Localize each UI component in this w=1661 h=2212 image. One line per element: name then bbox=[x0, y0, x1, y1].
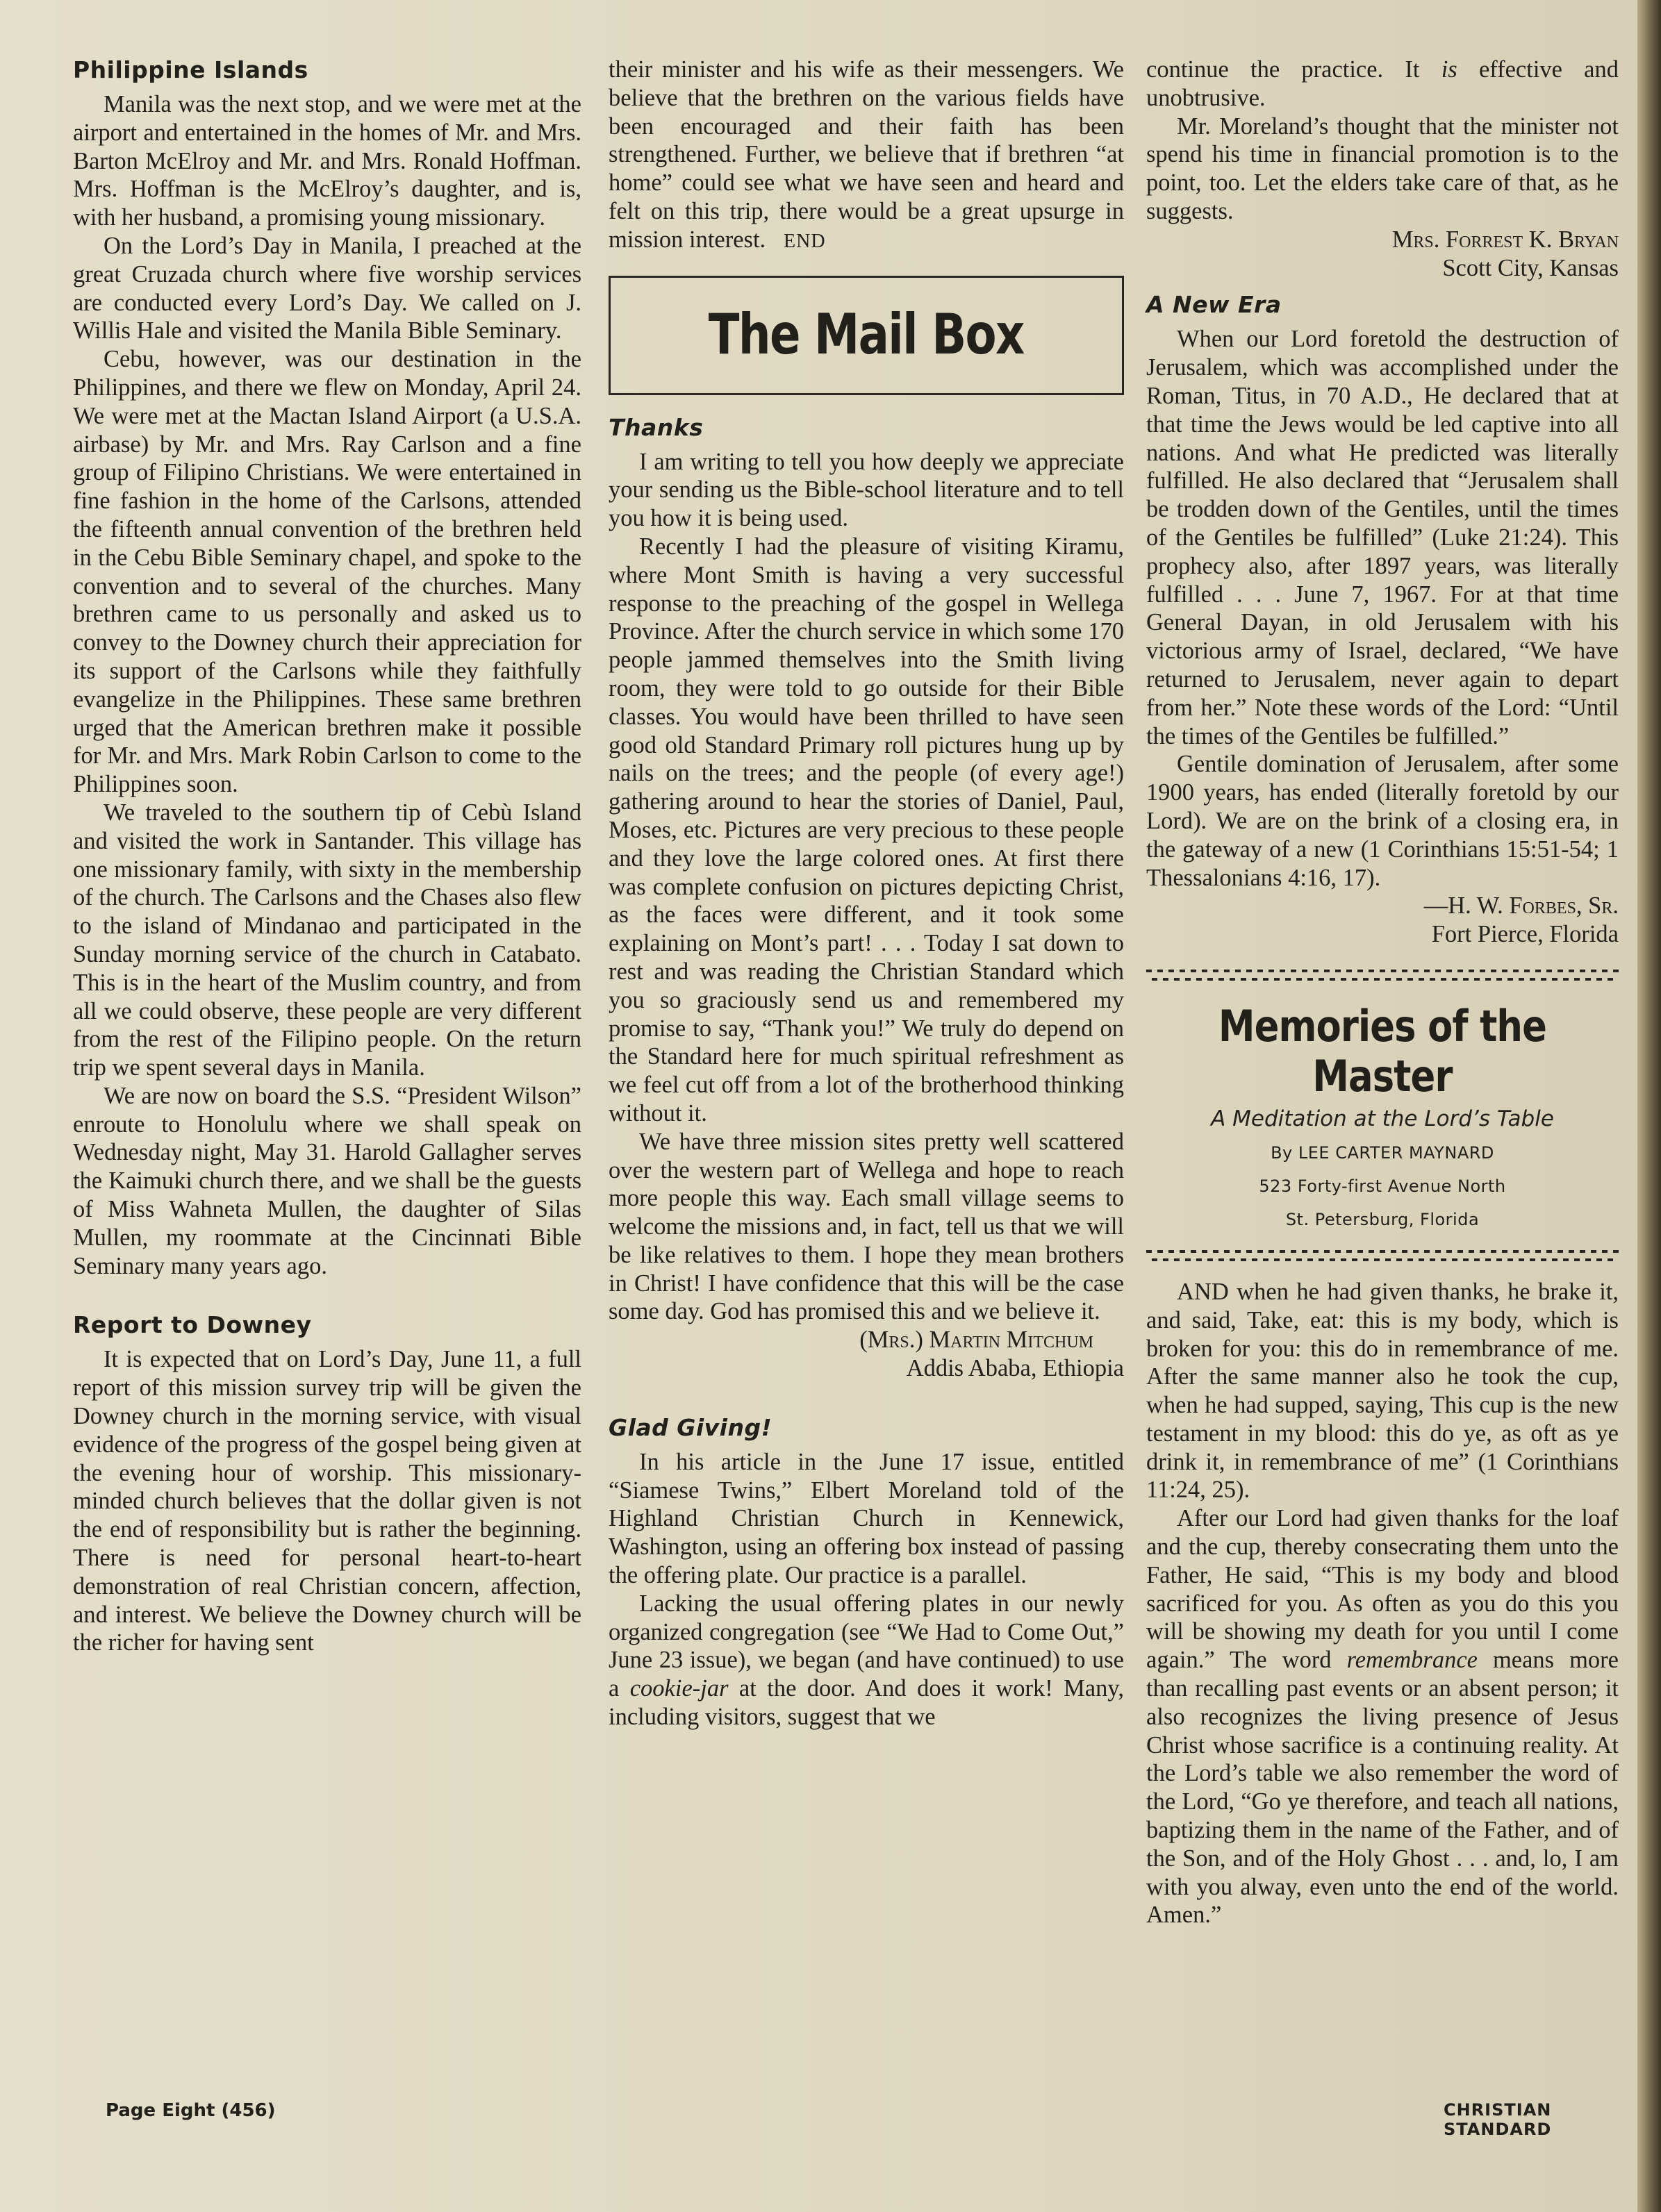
letter-location: Scott City, Kansas bbox=[1442, 254, 1619, 281]
letter-signature bbox=[609, 1326, 1124, 1354]
mail-box-title: The Mail Box bbox=[709, 302, 1024, 367]
paragraph bbox=[609, 1590, 1124, 1731]
text: effective and unobtrusive. bbox=[1146, 56, 1619, 111]
letter-signature bbox=[1146, 892, 1619, 920]
page-number: Page Eight (456) bbox=[106, 2100, 276, 2121]
text: means more than recalling past events or an absent person; it also recognizes the living presence of Jesus Christ whose sacrifice is a continuing reality. At the Lord’s table we also remember the word of the Lord, “Go ye therefore, and teach all nations, baptizing them in the name of the Father, and of the Son, and of the Holy Ghost . . . and, lo, I am with you alway, even unto the end of the world. Amen.” bbox=[1146, 1647, 1619, 1929]
paragraph-continued bbox=[1146, 56, 1619, 113]
text-italic: remembrance bbox=[1346, 1647, 1478, 1674]
signature-name: Mrs. Forrest K. Bryan bbox=[1391, 226, 1619, 253]
paragraph: We have three mission sites pretty well scattered over the western part of Wellega and hope to reach more people this way. Each small village seems to welcome the missions and, in fact, tell us that we will be like relatives to them. I hope they mean brothers in Christ! I have confidence that this will be the case some day. God has promised this and we believe it. bbox=[609, 1128, 1124, 1325]
magazine-name: CHRISTIAN STANDARD bbox=[1444, 2100, 1552, 2139]
heading-thanks: Thanks bbox=[609, 413, 704, 441]
paragraph: We are now on board the S.S. “President Wilson” enroute to Honolulu where we shall speak on Wednesday night, May 31. Harold Gallagher serves the Kaimuki church there, and we shall be the guests of Miss Wahneta Mullen, the daughter of Silas Mullen, my roommate at the Cincinnati Bible Seminary many years ago. bbox=[73, 1082, 581, 1279]
article-subtitle: A Meditation at the Lord’s Table bbox=[1211, 1106, 1554, 1131]
heading-philippine-islands: Philippine Islands bbox=[73, 56, 308, 83]
dotted-divider bbox=[1146, 970, 1619, 981]
mail-box-banner bbox=[609, 276, 1124, 395]
paragraph-text: their minister and his wife as their messengers. We believe that the brethren on the various fields have been encouraged and their faith has been strengthened. Further, we believe that if brethren “at home” could see what we have seen and heard and felt on this trip, there would be a great upsurge in mission interest. bbox=[609, 56, 1124, 253]
paragraph: Recently I had the pleasure of visiting Kiramu, where Mont Smith is having a very successful response to the preaching of the gospel in Wellega Province. After the church service in which some 170 people jammed themselves into the Smith living room, they were told to go outside for their Bible classes. You would have been thrilled to have seen good old Standard Primary roll pictures hung up by nails on the trees; and the people (of every age!) gathering around to hear the stories of Daniel, Paul, Moses, etc. Pictures are very precious to these people and they love the large colored ones. At first there was complete confusion on pictures depicting Christ, as the faces were different, and it took some explaining on Mont’s part! . . . Today I sat down to rest and was reading the Christian Standard which you so graciously send us and remembered my promise to say, “Thank you!” We truly do depend on the Standard here for much spiritual refreshment as we feel cut off from a lot of the brotherhood thinking without it. bbox=[609, 533, 1124, 1126]
paragraph: Cebu, however, was our destination in the Philippines, and there we flew on Monday, April 24. We were met at the Mactan Island Airport (a U.S.A. airbase) by Mr. and Mrs. Ray Carlson and a fine group of Filipino Christians. We were entertained in fine fashion in the home of the Carlsons, attended the fifteenth annual convention of the brethren held in the Cebu Bible Seminary chapel, and spoke to the convention and to several of the churches. Many brethren came to us personally and asked us to convey to the Downey church their appreciation for its support of the Carlsons while they faithfully evangelize in the Philippines. These same brethren urged that the American brethren make it possible for Mr. and Mrs. Mark Robin Carlson to come to the Philippines soon. bbox=[73, 346, 581, 798]
page-edge-shadow bbox=[1637, 0, 1661, 2212]
author-address: 523 Forty-first Avenue North bbox=[1259, 1176, 1506, 1196]
signature-name: (Mrs.) Martin Mitchum bbox=[859, 1327, 1093, 1354]
paragraph: When our Lord foretold the destruction of Jerusalem, which was accomplished under the Roman, Titus, in 70 A.D., He declared that at that time the Jews would be led captive into all nations. And what He predicted was literally fulfilled. He also declared that “Jerusalem shall be trodden down of the Gentiles, until the times of the Gentiles be fulfilled” (Luke 21:24). This prophecy also, after 1897 years, was literally fulfilled . . . June 7, 1967. For at that time General Dayan, in old Jerusalem with his victorious army of Israel, declared, “We have returned to Jerusalem, never again to depart from her.” Note these words of the Lord: “Until the times of the Gentiles be fulfilled.” bbox=[1146, 326, 1619, 749]
heading-a-new-era: A New Era bbox=[1146, 291, 1282, 319]
end-mark: END bbox=[784, 230, 826, 252]
paragraph: Mr. Moreland’s thought that the minister not spend his time in financial promotion is to the point, too. Let the elders take care of that, as he suggests. bbox=[1146, 113, 1619, 224]
heading-glad-giving: Glad Giving! bbox=[609, 1413, 772, 1441]
text-italic: cookie-jar bbox=[629, 1675, 729, 1702]
paragraph bbox=[1146, 1504, 1619, 1929]
article-byline: By LEE CARTER MAYNARD bbox=[1271, 1142, 1494, 1163]
paragraph-continued bbox=[609, 56, 1124, 256]
text: at the door. And does it work! Many, including visitors, suggest that we bbox=[609, 1675, 1124, 1731]
paragraph: I am writing to tell you how deeply we appreciate your sending us the Bible-school literature and to tell you how it is being used. bbox=[609, 448, 1124, 532]
paragraph: Gentile domination of Jerusalem, after some 1900 years, has ended (literally foretold by our Lord). We are on the brink of a closing era, in the gateway of a new (1 Corinthians 15:51-54; 1 Thessalonians 4:16, 17). bbox=[1146, 751, 1619, 891]
column-right bbox=[1146, 56, 1619, 1929]
paragraph: Manila was the next stop, and we were met at the airport and entertained in the homes of Mr. and Mrs. Barton McElroy and Mr. and Mrs. Ronald Hoffman. Mrs. Hoffman is the McElroy’s daughter, and is, with her husband, a promising young missionary. bbox=[73, 91, 581, 231]
paragraph: On the Lord’s Day in Manila, I preached at the great Cruzada church where five worship services are conducted every Lord’s Day. We called on J. Willis Hale and visited the Manila Bible Seminary. bbox=[73, 232, 581, 344]
author-city: St. Petersburg, Florida bbox=[1285, 1209, 1480, 1229]
letter-location: Fort Pierce, Florida bbox=[1431, 921, 1619, 948]
paragraph: It is expected that on Lord’s Day, June 11, a full report of this mission survey trip will be given the Downey church in the morning service, with visual evidence of the progress of the gospel being given at the evening hour of worship. This missionary-minded church believes that the dollar given is not the end of responsibility but is rather the beginning. There is need for personal heart-to-heart demonstration of real Christian concern, affection, and interest. We believe the Downey church will be the richer for having sent bbox=[73, 1346, 581, 1656]
column-left bbox=[73, 56, 581, 1657]
text: continue the practice. It bbox=[1146, 56, 1441, 83]
paragraph: In his article in the June 17 issue, entitled “Siamese Twins,” Elbert Moreland told of the Highland Christian Church in Kennewick, Washington, using an offering box instead of passing the offering plate. Our practice is a parallel. bbox=[609, 1448, 1124, 1589]
paragraph: AND when he had given thanks, he brake it, and said, Take, eat: this is my body, which is broken for you: this do in remembrance of me. After the same manner also he took the cup, when he had supped, saying, This cup is the new testament in my blood: this do ye, as oft as ye drink it, in remembrance of me” (1 Corinthians 11:24, 25). bbox=[1146, 1278, 1619, 1504]
letter-location: Addis Ababa, Ethiopia bbox=[906, 1355, 1124, 1382]
article-title: Memories of the Master bbox=[1218, 1000, 1546, 1101]
paragraph: We traveled to the southern tip of Cebù Island and visited the work in Santander. This village has one missionary family, with sixty in the membership of the church. The Carlsons and the Chases also flew to the island of Mindanao and participated in the Sunday morning service of the church in Catabato. This is in the heart of the Muslim country, and from all we could observe, these people are very different from the rest of the Filipino people. On the return trip we spent several days in Manila. bbox=[73, 799, 581, 1081]
text: After our Lord had given thanks for the loaf and the cup, thereby consecrating them unto the Father, He said, “This is my body and blood sacrificed for you. As often as you do this you will be showing my death for you until I come again.” The word bbox=[1146, 1505, 1619, 1674]
dotted-divider bbox=[1146, 1250, 1619, 1261]
column-middle bbox=[609, 56, 1124, 1731]
text-italic: is bbox=[1441, 56, 1457, 83]
heading-report-to-downey: Report to Downey bbox=[73, 1311, 312, 1339]
signature-name: —H. W. Forbes, Sr. bbox=[1423, 892, 1619, 920]
letter-signature bbox=[1146, 226, 1619, 254]
text: Lacking the usual offering plates in our newly organized congregation (see “We Had to Come Out,” June 23 issue), we began (and have continued) to use a bbox=[609, 1590, 1124, 1702]
